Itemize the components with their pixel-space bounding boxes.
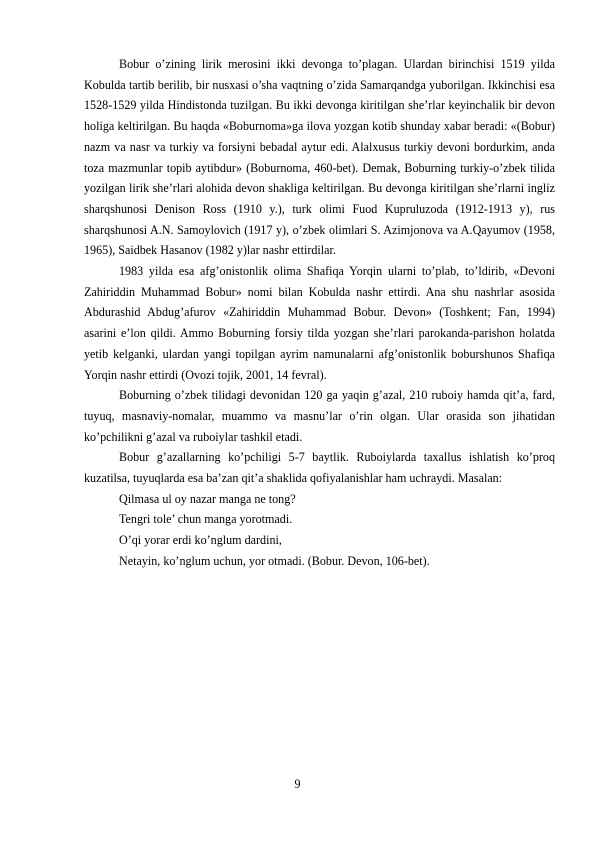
verse-line-4: Netayin, ko’nglum uchun, yor otmadi. (Bobur. Devon, 106-bet). xyxy=(119,553,430,568)
paragraph-2: 1983 yilda esa afg’onistonlik olima Shafiqa Yorqin ularni to’plab, to’ldirib, «Devoni Zahiriddin Muhammad Bobur» nomi bilan Kobulda nashr ettirdi. Ana shu nashrlar asosida Abdurashid Abdug’afurov «Zahiriddin Muhammad Bobur. Devon» (Toshkent; Fan, 1994) asarini e’lon qildi. Ammo Boburning forsiy tilda yozgan she’rlari parokanda-parishon holatda yetib kelganki, ulardan yangi topilgan ayrim namunalarni afg’onistonlik boburshunos Shafiqa Yorqin nashr ettirdi (Ovozi tojik, 2001, 14 fevral). xyxy=(84,264,555,382)
verse-line-3: O’qi yorar erdi ko’nglum dardini, xyxy=(119,533,282,548)
page-number: 9 xyxy=(294,777,301,791)
paragraph-4: Bobur g’azallarning ko’pchiligi 5-7 baytlik. Ruboiylarda taxallus ishlatish ko’proq kuzatilsa, tuyuqlarda esa ba’zan qit’a shaklida qofiyalanishlar ham uchraydi. Masalan: xyxy=(84,450,555,486)
paragraph-3: Boburning o’zbek tilidagi devonidan 120 ga yaqin g’azal, 210 ruboiy hamda qit’a, fard, tuyuq, masnaviy-nomalar, muammo va masnu’lar o’rin olgan. Ular orasida son jihatidan ko’pchilikni g’azal va ruboiylar tashkil etadi. xyxy=(84,388,555,444)
document-body xyxy=(84,54,555,572)
verse-line-1: Qilmasa ul oy nazar manga ne tong? xyxy=(119,491,296,506)
paragraph-1: Bobur o’zining lirik merosini ikki devonga to’plagan. Ulardan birinchisi 1519 yilda Kobulda tartib berilib, bir nusxasi o’sha vaqtning o’zida Samarqandga yuborilgan. Ikkinchisi esa 1528-1529 yilda Hindistonda tuzilgan. Bu ikki devonga kiritilgan she’rlar keyinchalik bir devon holiga keltirilgan. Bu haqda «Boburnoma»ga ilova yozgan kotib shunday xabar beradi: «(Bobur) nazm va nasr va turkiy va forsiyni bebadal aytur edi. Alalxusus turkiy devoni bordurkim, anda toza mazmunlar topib aytibdur» (Boburnoma, 460-bet). Demak, Boburning turkiy-o’zbek tilida yozilgan lirik she’rlari alohida devon shakliga keltirilgan. Bu devonga kiritilgan she’rlarni ingliz sharqshunosi Denison Ross (1910 y.), turk olimi Fuod Kupruluzoda (1912-1913 y), rus sharqshunosi A.N. Samoylovich (1917 y), o’zbek olimlari S. Azimjonova va A.Qayumov (1958, 1965), Saidbek Hasanov (1982 y)lar nashr ettirdilar. xyxy=(84,57,555,258)
verse-line-2: Tengri tole’ chun manga yorotmadi. xyxy=(119,512,293,527)
